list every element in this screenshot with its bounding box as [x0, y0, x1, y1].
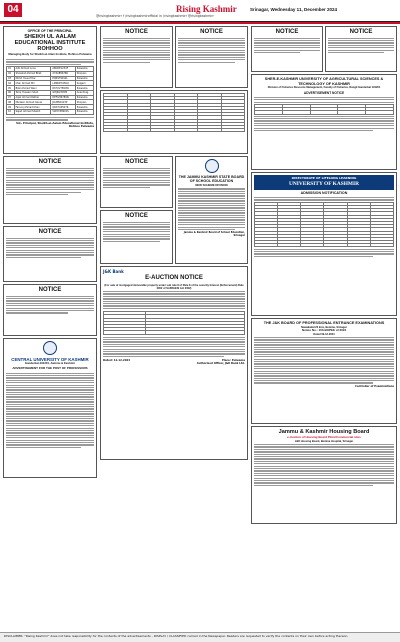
notice-title: NOTICE — [200, 29, 223, 35]
table-cell: QRSTU4567R — [51, 105, 75, 110]
notice-title: NOTICE — [38, 159, 62, 165]
table-cell: 06 — [7, 90, 15, 95]
institute-name: SHEIKH UL AALAM EDUCATIONAL INSTITUTE ROHHOO — [14, 34, 86, 53]
bopee-address: Nawakadal 22 kms, Bemina, Srinagar — [301, 325, 347, 329]
table-cell: Adil Ahmad Lone — [14, 67, 51, 72]
notice-box-d — [100, 210, 173, 264]
table-cell: Pulwama — [75, 76, 93, 81]
table-cell: Irfan Ahmad Mir — [14, 81, 51, 86]
notice-box-3 — [3, 284, 97, 336]
table-cell: ABCDE1234F — [51, 67, 75, 72]
central-university-advt — [3, 338, 97, 478]
table-cell: Mohd Yousuf Dar — [14, 76, 51, 81]
page-number: 04 — [4, 3, 22, 17]
notice-box-c — [100, 156, 173, 208]
notice-box-1 — [3, 156, 97, 224]
housing-board-subtitle: e-Auction of Housing Board Plots/Commercial sites — [287, 434, 361, 439]
table-cell: Kulgam — [75, 81, 93, 86]
institute-subtitle: Managing Body for Sheikh-ul-Alam Institute, Rohhoo Pulwama — [8, 52, 92, 57]
housing-board-address: J&K Housing Board, Bemina Hospital, Srinagar — [294, 439, 354, 443]
jkbank-logo: J&K Bank — [103, 269, 124, 274]
table-cell: 03 — [7, 76, 15, 81]
table-cell: DEFGH6789N — [51, 95, 75, 100]
eauction-dated: Dated: 11.12.2024 — [103, 359, 131, 363]
board-seal-icon — [205, 159, 219, 173]
table-cell: Pulwama — [75, 95, 93, 100]
notice-title: NOTICE — [125, 29, 148, 35]
notice-box-a — [100, 26, 173, 88]
notice-box-f — [325, 26, 397, 72]
skuast-advt-title: ADVERTISEMENT NOTICE — [303, 90, 345, 95]
table-cell: Pulwama — [75, 110, 93, 115]
skuast-advertisement — [251, 74, 397, 170]
eauction-title: E-AUCTION NOTICE — [145, 275, 203, 281]
notice-box-b — [175, 26, 248, 88]
university-seal-icon — [43, 341, 57, 355]
table-cell: Pulwama — [75, 67, 93, 72]
office-head: OFFICE OF THE PRINCIPAL — [27, 29, 73, 33]
results-table-box — [100, 90, 248, 154]
table-cell: 09 — [7, 105, 15, 110]
table-cell: Pulwama — [75, 105, 93, 110]
table-cell: 05 — [7, 86, 15, 91]
table-cell: VWXYZ8901S — [51, 110, 75, 115]
masthead — [0, 0, 400, 22]
table-row — [7, 110, 94, 115]
table-cell: 10 — [7, 110, 15, 115]
skuast-division: Division of Fisheries Resource Management, Faculty of Fisheries, Rangil Ganderbal 191201 — [267, 86, 381, 90]
table-cell: Tariq Hussain Shah — [14, 90, 51, 95]
cu-subtitle: Ganderbal-191201, Jammu & Kashmir — [24, 361, 76, 366]
notice-box-e — [251, 26, 323, 72]
eauction-place: Place: Pulwama — [221, 359, 245, 363]
institute-signature: Sd/- Principal, Sheikh-ul-Aalam Educational Institute, Rohhoo Pulwama — [16, 121, 94, 128]
uok-title: UNIVERSITY OF KASHMIR — [289, 180, 359, 187]
eauction-notice — [100, 266, 248, 460]
table-cell: Pulwama — [75, 86, 93, 91]
table-cell: 02 — [7, 71, 15, 76]
bopee-notice-no: Notice No.: 103-BOPEE of 2024 — [301, 327, 347, 332]
table-cell: Shopian — [75, 100, 93, 105]
table-cell: 08 — [7, 100, 15, 105]
table-cell: Showkat Ahmad Bhat — [14, 71, 51, 76]
table-cell: 04 — [7, 81, 15, 86]
table-cell: JKLMN0123P — [51, 100, 75, 105]
table-cell: Anantnag — [75, 90, 93, 95]
column-2 — [100, 26, 248, 630]
table-cell: LMNOP3456Q — [51, 81, 75, 86]
social-handles: @risingkashmirr f /risingkashmirofficial in /risingkashmirr @risingkashmirr — [96, 14, 214, 18]
cu-title: CENTRAL UNIVERSITY OF KASHMIR — [11, 356, 89, 362]
brand-logo: Rising Kashmir — [176, 4, 237, 14]
table-cell: Sajad Ahmad Sheikh — [14, 110, 51, 115]
table-cell: XYZAB5678K — [51, 71, 75, 76]
candidate-table — [6, 66, 94, 115]
authorised-officer: Authorised Officer, J&K Bank Ltd. — [196, 362, 245, 366]
table-cell: RSTUV7890W — [51, 86, 75, 91]
eauction-subtitle: (For sale of mortgaged immovable property under sub rule 8 of Rule 8 of the security Interest (Enforcement) Rule 2002 of SARFAESI Act 2002) — [104, 283, 244, 290]
uok-admission-title: ADMISSION NOTIFICATION — [300, 190, 348, 195]
uok-directorate: DIRECTORATE OF LIFELONG LEARNING — [291, 176, 357, 180]
notice-title: NOTICE — [125, 213, 148, 219]
notice-title: NOTICE — [38, 287, 62, 293]
table-cell: PQRST9012L — [51, 76, 75, 81]
dateline: Srinagar, Wednesday 11, December 2024 — [250, 7, 337, 12]
housing-board-title: Jammu & Kashmir Housing Board — [278, 429, 370, 435]
jkbose-notice — [175, 156, 248, 264]
table-cell: Mudasir Ahmad Ganie — [14, 100, 51, 105]
notice-title: NOTICE — [125, 159, 148, 165]
bopee-title: THE J&K BOARD OF PROFESSIONAL ENTRANCE EXAMINATIONS — [263, 321, 385, 325]
disclaimer-footer: DISCLAIMER: "Rising Kashmir" does not take responsibility for the contents of the advertisements - DISPLAY / CLASSIFIED carried in the Newspaper. Readers are requested to verify the contents on their own before acting thereon. — [0, 632, 400, 642]
jkbose-board-line: Jammu & Kashmir Board of School Education, Srinagar — [183, 231, 245, 238]
column-1 — [3, 26, 97, 630]
table-cell: 01 — [7, 67, 15, 72]
bopee-controller: Controller of Examinations — [354, 384, 394, 388]
skuast-title: SHER-E-KASHMIR UNIVERSITY OF AGRICULTURAL SCIENCES & TECHNOLOGY OF KASHMIR — [264, 77, 384, 86]
cu-advt-title: ADVERTISEMENT FOR THE POST OF PROFESSORS — [12, 365, 88, 370]
table-cell: Aijaz Ahmad Rather — [14, 95, 51, 100]
table-cell: Bilal Ahmad Wani — [14, 86, 51, 91]
institute-notice — [3, 26, 97, 154]
notice-title: NOTICE — [38, 229, 62, 235]
table-cell: Farooq Ahmad Khan — [14, 105, 51, 110]
bopee-notice — [251, 318, 397, 424]
table-cell: 07 — [7, 95, 15, 100]
uok-admission — [251, 172, 397, 316]
masthead-rule — [0, 22, 400, 24]
jkbose-subtitle: NEW SCHEME DIVISION — [195, 182, 228, 187]
housing-board-notice — [251, 426, 397, 524]
table-cell: Shopian — [75, 71, 93, 76]
notice-box-2 — [3, 226, 97, 282]
bopee-dated: Dated 09-12-2024 — [313, 332, 335, 336]
column-3 — [251, 26, 397, 630]
jkbose-title: THE JAMMU KASHMIR STATE BOARD OF SCHOOL EDUCATION — [178, 174, 245, 184]
table-cell: GHIJK2345M — [51, 90, 75, 95]
notice-title: NOTICE — [349, 29, 373, 35]
notice-title: NOTICE — [275, 29, 299, 35]
